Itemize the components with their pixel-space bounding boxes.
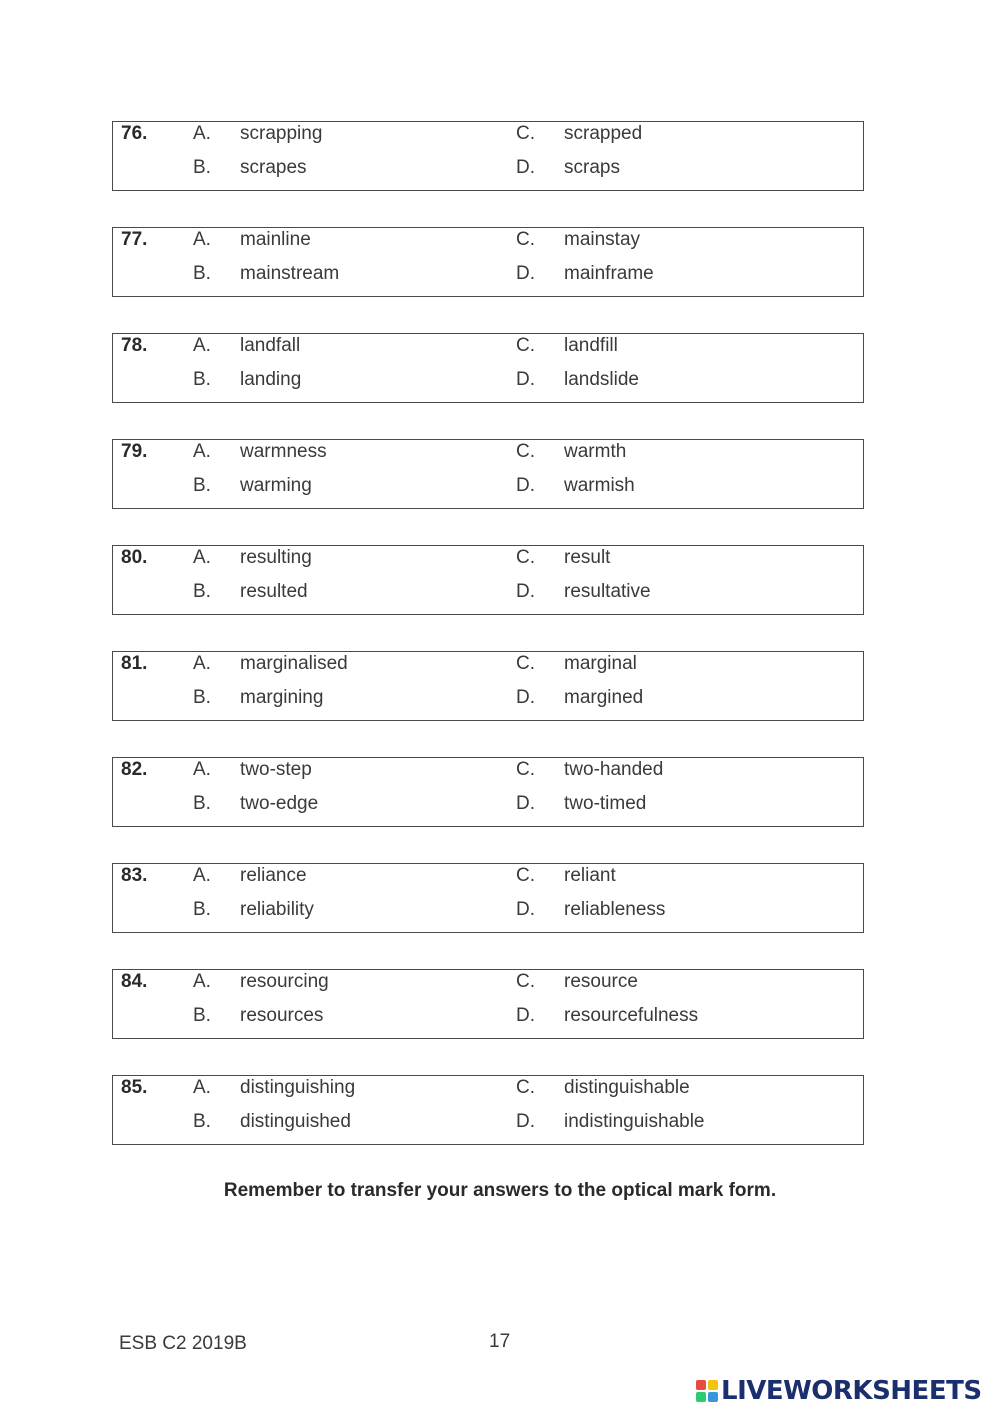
option-c-text: distinguishable: [564, 1077, 690, 1098]
option-b-text: mainstream: [240, 263, 340, 284]
option-d-letter: D.: [516, 581, 535, 602]
option-b-letter: B.: [193, 687, 211, 708]
option-c-letter: C.: [516, 335, 535, 356]
option-d-text: resultative: [564, 581, 651, 602]
option-b-letter: B.: [193, 581, 211, 602]
option-d-letter: D.: [516, 687, 535, 708]
option-c-text: resource: [564, 971, 638, 992]
option-a-text: mainline: [240, 229, 311, 250]
question-number: 84.: [121, 971, 148, 992]
option-a-letter: A.: [193, 441, 211, 462]
option-c-letter: C.: [516, 865, 535, 886]
question-84: [112, 969, 864, 1039]
option-b-text: distinguished: [240, 1111, 351, 1132]
question-number: 78.: [121, 335, 148, 356]
question-number: 77.: [121, 229, 148, 250]
option-a-text: scrapping: [240, 123, 323, 144]
transfer-reminder: Remember to transfer your answers to the optical mark form.: [223, 1180, 777, 1201]
option-a-letter: A.: [193, 229, 211, 250]
option-d-text: warmish: [564, 475, 635, 496]
question-81: [112, 651, 864, 721]
option-d-letter: D.: [516, 263, 535, 284]
option-c-letter: C.: [516, 1077, 535, 1098]
question-80: [112, 545, 864, 615]
logo-text: LIVEWORKSHEETS: [721, 1376, 982, 1406]
option-b-text: scrapes: [240, 157, 307, 178]
option-c-text: scrapped: [564, 123, 643, 144]
option-d-text: landslide: [564, 369, 639, 390]
option-c-letter: C.: [516, 229, 535, 250]
logo-square-green: [696, 1392, 706, 1402]
question-number: 85.: [121, 1077, 148, 1098]
option-c-letter: C.: [516, 653, 535, 674]
option-d-text: indistinguishable: [564, 1111, 705, 1132]
option-a-text: landfall: [240, 335, 301, 356]
option-d-letter: D.: [516, 369, 535, 390]
question-83: [112, 863, 864, 933]
option-a-letter: A.: [193, 1077, 211, 1098]
option-c-letter: C.: [516, 123, 535, 144]
question-76: [112, 121, 864, 191]
option-b-text: two-edge: [240, 793, 319, 814]
option-b-letter: B.: [193, 157, 211, 178]
option-d-letter: D.: [516, 793, 535, 814]
option-a-text: resourcing: [240, 971, 329, 992]
option-c-text: landfill: [564, 335, 618, 356]
option-a-letter: A.: [193, 759, 211, 780]
question-82: [112, 757, 864, 827]
option-a-text: marginalised: [240, 653, 348, 674]
option-d-letter: D.: [516, 475, 535, 496]
question-79: [112, 439, 864, 509]
option-b-letter: B.: [193, 1111, 211, 1132]
question-number: 82.: [121, 759, 148, 780]
option-c-letter: C.: [516, 759, 535, 780]
liveworksheets-logo: [696, 1376, 982, 1406]
option-d-text: mainframe: [564, 263, 654, 284]
logo-square-blue: [708, 1392, 718, 1402]
logo-square-yellow: [708, 1380, 718, 1390]
option-d-text: two-timed: [564, 793, 647, 814]
question-number: 76.: [121, 123, 148, 144]
option-b-text: resulted: [240, 581, 308, 602]
option-d-text: resourcefulness: [564, 1005, 699, 1026]
question-78: [112, 333, 864, 403]
question-77: [112, 227, 864, 297]
logo-grid-icon: [696, 1380, 718, 1402]
option-b-letter: B.: [193, 475, 211, 496]
option-d-letter: D.: [516, 1005, 535, 1026]
exam-code: ESB C2 2019B: [119, 1333, 247, 1354]
option-a-letter: A.: [193, 653, 211, 674]
option-c-text: warmth: [564, 441, 627, 462]
option-a-letter: A.: [193, 547, 211, 568]
option-d-text: scraps: [564, 157, 620, 178]
option-d-letter: D.: [516, 1111, 535, 1132]
option-c-text: result: [564, 547, 611, 568]
option-b-letter: B.: [193, 263, 211, 284]
option-a-letter: A.: [193, 971, 211, 992]
option-a-text: distinguishing: [240, 1077, 356, 1098]
option-b-text: reliability: [240, 899, 314, 920]
option-c-text: two-handed: [564, 759, 664, 780]
option-c-letter: C.: [516, 971, 535, 992]
question-85: [112, 1075, 864, 1145]
option-d-letter: D.: [516, 899, 535, 920]
option-d-letter: D.: [516, 157, 535, 178]
option-b-letter: B.: [193, 899, 211, 920]
logo-square-red: [696, 1380, 706, 1390]
page-number: 17: [489, 1331, 511, 1352]
option-a-letter: A.: [193, 335, 211, 356]
question-number: 83.: [121, 865, 148, 886]
option-b-letter: B.: [193, 1005, 211, 1026]
option-c-text: marginal: [564, 653, 637, 674]
question-number: 79.: [121, 441, 148, 462]
option-d-text: margined: [564, 687, 644, 708]
option-b-letter: B.: [193, 369, 211, 390]
option-c-text: reliant: [564, 865, 616, 886]
option-c-text: mainstay: [564, 229, 641, 250]
option-c-letter: C.: [516, 547, 535, 568]
option-a-text: resulting: [240, 547, 312, 568]
question-number: 81.: [121, 653, 148, 674]
option-b-text: margining: [240, 687, 324, 708]
option-b-text: landing: [240, 369, 302, 390]
option-b-letter: B.: [193, 793, 211, 814]
option-d-text: reliableness: [564, 899, 666, 920]
option-b-text: warming: [240, 475, 312, 496]
option-a-text: two-step: [240, 759, 312, 780]
option-a-text: warmness: [240, 441, 327, 462]
question-number: 80.: [121, 547, 148, 568]
option-a-letter: A.: [193, 123, 211, 144]
option-c-letter: C.: [516, 441, 535, 462]
option-a-text: reliance: [240, 865, 307, 886]
option-a-letter: A.: [193, 865, 211, 886]
option-b-text: resources: [240, 1005, 324, 1026]
